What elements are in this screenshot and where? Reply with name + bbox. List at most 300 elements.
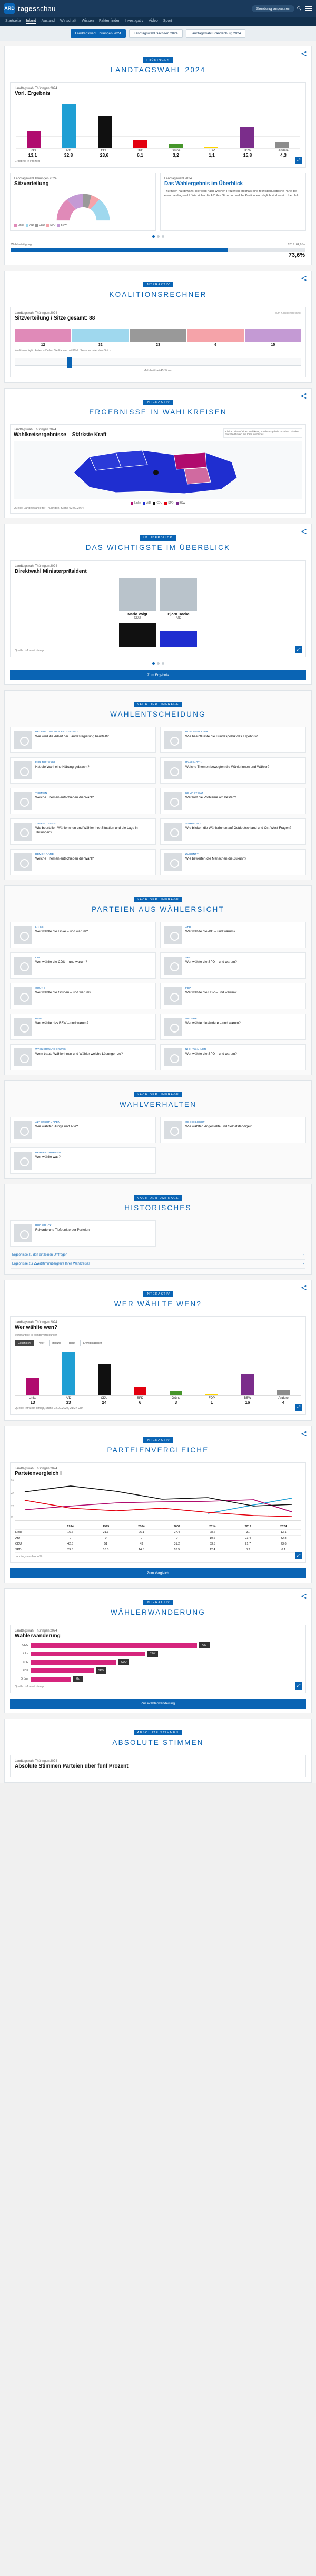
bar-andere [275, 142, 289, 148]
list-item[interactable] [160, 727, 306, 753]
decision-header [5, 691, 311, 722]
coalition-blocks[interactable] [15, 329, 301, 342]
absolute-header [5, 1719, 311, 1751]
coalition-block-bsw [245, 329, 301, 342]
whowho-source: Quelle: Infratest dimap, Stand 02.09.2024, 21:27 Uhr [15, 1407, 83, 1410]
tile-thumb-icon [164, 761, 182, 779]
majority-note: Mehrheit bei 45 Sitzen [143, 369, 173, 372]
tile-thumb-icon [14, 1224, 32, 1242]
party-value: 1,1 [209, 152, 215, 158]
tab-sachsen[interactable]: Landtagswahl Sachsen 2024 [129, 29, 182, 38]
tab-thueringen[interactable]: Landtagswahl Thüringen 2024 [71, 29, 126, 38]
filter-geschlecht[interactable]: Geschlecht [15, 1340, 34, 1346]
tile-kicker: ALTERSGRUPPEN [35, 1121, 61, 1124]
whowho-card-kicker: Landtagswahl Thüringen 2024 [15, 1321, 57, 1324]
comparison-kicker: INTERAKTIV [143, 1437, 173, 1443]
y-tick: 0 [11, 1516, 13, 1519]
cat-label: FDP [209, 1397, 215, 1400]
table-row [15, 1536, 301, 1541]
legend-item: BSW [57, 224, 66, 227]
cell: 0 [159, 1536, 194, 1541]
row-label: AfD [15, 1536, 53, 1541]
share-icon[interactable] [301, 1431, 307, 1437]
page-title: LANDTAGSWAHL 2024 [110, 66, 206, 74]
cell: 6.1 [265, 1547, 301, 1553]
col-head-year: 2014 [195, 1524, 230, 1530]
tile-text: Welche Themen entschieden die Wahl? [35, 796, 94, 799]
tile-thumb-icon [14, 1018, 32, 1036]
decision-module [4, 690, 312, 880]
share-icon[interactable] [301, 1593, 307, 1599]
bar-spd [133, 140, 147, 148]
whowho-card-sub: Stimmanteile in Wahlbevorzugungen [15, 1334, 58, 1337]
map-canvas[interactable] [14, 441, 302, 499]
filter-erwerbstaetigkeit[interactable]: Erwerbstätigkeit [80, 1340, 105, 1346]
list-item[interactable] [160, 922, 306, 948]
historic-kicker: NACH DER UMFRAGE [134, 1195, 182, 1201]
cell: 42.6 [53, 1541, 88, 1547]
list-item[interactable] [10, 757, 156, 784]
expand-icon[interactable]: ⤢ [295, 157, 302, 164]
historic-header [5, 1184, 311, 1216]
list-item[interactable] [10, 818, 156, 845]
migration-card [10, 1625, 306, 1693]
seat-count: 15 [271, 343, 275, 347]
comparison-card-title: Parteienvergleich I [15, 1471, 62, 1477]
slider-knob[interactable] [67, 357, 72, 368]
coalition-block-cdu [130, 329, 186, 342]
reservoir-tiles [10, 922, 306, 1070]
whowho-axis [15, 1397, 301, 1405]
tile-text: Hat die Wahl eine Klärung gebracht? [35, 765, 90, 769]
cell: 23.6 [265, 1541, 301, 1547]
seat-count: 23 [156, 343, 160, 347]
share-icon[interactable] [301, 51, 307, 57]
behaviour-module [4, 1080, 312, 1179]
tile-kicker: GESCHLECHT [185, 1121, 205, 1124]
main-nav[interactable] [0, 17, 316, 26]
migration-cta-button[interactable]: Zur Wählerwanderung [10, 1699, 306, 1709]
logo-text: ARD [4, 6, 15, 11]
tile-kicker: CDU [35, 957, 42, 959]
nav-item-1[interactable]: Inland [26, 19, 36, 24]
expand-icon[interactable]: ⤢ [295, 646, 302, 653]
tile-thumb-icon [14, 853, 32, 871]
overview-teaser[interactable] [160, 173, 306, 231]
results-card-kicker: Landtagswahl Thüringen 2024 [15, 87, 57, 90]
table-row [15, 1547, 301, 1553]
tile-text: Wer wählte die SPD – und warum? [185, 1052, 237, 1056]
duel-bar-hoecke [160, 631, 197, 647]
list-item[interactable] [10, 922, 156, 948]
results-kicker: THÜRINGEN [143, 57, 173, 63]
migration-kicker: INTERAKTIV [143, 1600, 173, 1605]
nav-item-7[interactable]: Video [148, 19, 158, 23]
status-badge: CDU [118, 1659, 129, 1665]
list-item[interactable] [160, 818, 306, 845]
party-name: FDP [209, 149, 215, 152]
comparison-card-kicker: Landtagswahl Thüringen 2024 [15, 1467, 57, 1470]
duel-title: Direktwahl Ministerpräsident [15, 568, 87, 574]
legend-item: BSW [176, 501, 185, 505]
reservoir-module [4, 885, 312, 1075]
wbar-fdp [205, 1394, 218, 1395]
link-row[interactable]: Ergebnisse zur Zweitstimmübergreife Ihres Wahlkreises › [11, 1260, 305, 1269]
tile-kicker: STIMMUNG [185, 823, 201, 825]
filter-beruf[interactable]: Beruf [66, 1340, 78, 1346]
party-name: Andere [278, 149, 289, 152]
coalition-block-afd [72, 329, 129, 342]
tile-thumb-icon [164, 987, 182, 1005]
tile-kicker: AFD [185, 926, 191, 929]
election-tabs[interactable] [0, 26, 316, 41]
chart-bars [16, 100, 300, 148]
tile-text: Wie beeinflusste die Bundespolitik das Ergebnis? [185, 735, 258, 738]
tile-thumb-icon [14, 823, 32, 841]
filter-bildung[interactable]: Bildung [49, 1340, 64, 1346]
list-item[interactable] [160, 1014, 306, 1040]
cell: 14.5 [124, 1547, 159, 1553]
list-item[interactable] [10, 1117, 156, 1143]
coalition-seat-numbers [15, 343, 301, 347]
cat-label: Grüne [171, 1397, 181, 1400]
whowho-kicker: INTERAKTIV [143, 1291, 173, 1297]
cell: 12.4 [195, 1547, 230, 1553]
list-item[interactable] [160, 788, 306, 814]
historic-links [11, 1251, 305, 1269]
overview-cta-button[interactable]: Zum Ergebnis [10, 670, 306, 680]
turnout-value: 73,6% [288, 252, 305, 258]
tile-text: Wie wird die Arbeit der Landesregierung beurteilt? [35, 735, 109, 738]
share-icon[interactable] [301, 528, 307, 535]
tile-text: Wer wählte die FDP – und warum? [185, 991, 237, 995]
expand-icon[interactable]: ⤢ [295, 1552, 302, 1559]
table-row: SPD CDU [15, 1659, 301, 1665]
seat-donut-svg [52, 190, 114, 221]
tile-thumb-icon [164, 1018, 182, 1036]
list-item[interactable] [160, 1044, 306, 1070]
list-item[interactable] [160, 849, 306, 875]
districts-title: ERGEBNISSE IN WAHLKREISEN [89, 408, 227, 416]
bar-gruene [169, 144, 183, 148]
tile-text: Wie wählten Angestellte und Selbstständige? [185, 1125, 252, 1128]
duel-card [10, 560, 306, 657]
row-label: Linke [15, 1530, 53, 1536]
tile-thumb-icon [14, 731, 32, 749]
tile-thumb-icon [164, 1121, 182, 1139]
tile-text: Wer wählte die Grünen – und warum? [35, 991, 91, 995]
bar-bsw [240, 127, 254, 148]
tile-text: Wie blicken die Wählerinnen auf Ostdeutschland und Ost-West-Fragen? [185, 826, 292, 830]
migration-module [4, 1588, 312, 1713]
list-item[interactable] [160, 757, 306, 784]
list-item[interactable] [10, 1147, 156, 1174]
wbar-gruene [170, 1391, 182, 1395]
brand-title[interactable] [18, 5, 56, 13]
cell: 0 [88, 1536, 123, 1541]
party-name: Linke [28, 149, 37, 152]
tile-thumb-icon [164, 957, 182, 975]
tile-text: Welche Themen bewegten die Wählerinnen und Wähler? [185, 765, 270, 769]
cell: 21.7 [230, 1541, 265, 1547]
cell: 21.3 [88, 1530, 123, 1536]
search-area[interactable] [252, 5, 302, 12]
seat-count: 6 [214, 343, 217, 347]
coalition-caption: Koalitionsmöglichkeiten – Ziehen Sie Parteien mit Klick über oder unter dem Strich [15, 349, 111, 352]
cat-label: AfD [65, 1397, 71, 1400]
cell: 43 [124, 1541, 159, 1547]
coalition-card [10, 307, 306, 377]
axis-col [239, 149, 256, 158]
migration-card-title: Wählerwanderung [15, 1633, 61, 1639]
share-icon[interactable] [301, 275, 307, 282]
tile-text: Wer wählte die AfD – und warum? [185, 930, 236, 933]
link-row[interactable]: Ergebnisse zu den einzelnen Umfragen › [11, 1251, 305, 1260]
comparison-linechart [11, 1479, 301, 1521]
comparison-legend-label: Landtagswahlen in % [15, 1555, 43, 1558]
tile-kicker: DEMOKRATIE [35, 853, 54, 856]
behaviour-kicker: NACH DER UMFRAGE [134, 1092, 182, 1097]
seat-donut [52, 190, 114, 221]
bar-cdu [98, 116, 112, 148]
coalition-hint[interactable]: Zum Koalitionsrechner [274, 312, 301, 315]
cell: 31 [230, 1530, 265, 1536]
share-icon[interactable] [301, 1285, 307, 1291]
table-row [15, 1530, 301, 1536]
absolute-module [4, 1719, 312, 1783]
row-label: SPD [15, 1547, 53, 1553]
tile-text: Wem traute Wählerinnen und Wähler welche Lösungen zu? [35, 1052, 123, 1056]
share-icon[interactable] [301, 393, 307, 399]
tile-thumb-icon [14, 792, 32, 810]
status-badge: Gr. [73, 1676, 83, 1682]
chart-axis [15, 149, 301, 158]
cat-label: BSW [244, 1397, 251, 1400]
nav-item-6[interactable]: Investigativ [124, 19, 143, 23]
tile-thumb-icon [14, 1152, 32, 1170]
tile-text: Wer wählte was? [35, 1155, 61, 1159]
legend-item: Linke [131, 501, 141, 505]
comparison-card [10, 1462, 306, 1563]
tile-thumb-icon [14, 987, 32, 1005]
tile-kicker: THEMEN [35, 792, 47, 795]
whowho-chart [15, 1349, 301, 1396]
behaviour-tiles [10, 1117, 306, 1174]
brand-light: schau [36, 4, 56, 13]
list-item[interactable] [160, 983, 306, 1009]
nav-item-4[interactable]: Wissen [82, 19, 94, 23]
wbar-linke [26, 1378, 39, 1395]
avatar [160, 578, 197, 611]
cat-value: 4 [282, 1400, 285, 1405]
tile-thumb-icon [164, 823, 182, 841]
behaviour-header [5, 1081, 311, 1113]
thuringia-map[interactable] [14, 441, 302, 499]
candidate-name: Mario Voigt [127, 613, 147, 616]
reservoir-header [5, 886, 311, 918]
duel-bars [15, 623, 301, 647]
cell: 10.6 [195, 1536, 230, 1541]
tile-text: Welche Themen entschieden die Wahl? [35, 857, 94, 861]
list-item[interactable] [10, 849, 156, 875]
candidates [15, 578, 301, 620]
nav-item-5[interactable]: Faktenfinder [99, 19, 120, 23]
brand-bold: tages [18, 4, 37, 13]
expand-icon[interactable]: ⤢ [295, 1682, 302, 1690]
absolute-card-kicker: Landtagswahl Thüringen 2024 [15, 1760, 57, 1763]
district-map-card [10, 424, 306, 514]
migration-header [5, 1589, 311, 1620]
col-head-year: 2009 [159, 1524, 194, 1530]
coalition-block-linke [15, 329, 71, 342]
expand-icon[interactable]: ⤢ [295, 1404, 302, 1411]
search-icon[interactable] [297, 6, 302, 11]
cat-label: CDU [101, 1397, 108, 1400]
duel-source: Quelle: Infratest dimap [15, 649, 44, 652]
comparison-cta-button[interactable]: Zum Vergleich [10, 1568, 306, 1578]
tile-thumb-icon [164, 853, 182, 871]
cell: 33.5 [195, 1541, 230, 1547]
decision-title: WAHLENTSCHEIDUNG [110, 710, 206, 718]
tile-kicker: NICHTWÄHLER [185, 1048, 206, 1051]
tile-kicker: ZUFRIEDENHEIT [35, 823, 58, 825]
party-value: 3,2 [173, 152, 179, 158]
y-tick: 60 [11, 1479, 14, 1482]
teaser-kicker: Landtagswahl 2024 [164, 177, 192, 180]
results-module [4, 46, 312, 265]
carousel-dots[interactable] [5, 235, 311, 238]
ard-logo[interactable] [4, 3, 15, 14]
axis-col [203, 149, 221, 158]
list-item[interactable] [160, 952, 306, 979]
tile-kicker: WÄHLERWANDERUNG [35, 1048, 66, 1051]
row-label: CDU [15, 1541, 53, 1547]
coalition-block-spd [187, 329, 244, 342]
cell: 18.5 [88, 1547, 123, 1553]
tile-kicker: WAHLMOTIV [185, 761, 203, 764]
decision-kicker: NACH DER UMFRAGE [134, 702, 182, 707]
nav-item-3[interactable]: Wirtschaft [60, 19, 77, 23]
axis-col [131, 149, 149, 158]
carousel-dots[interactable] [5, 662, 311, 665]
cell: 29.6 [53, 1547, 88, 1553]
turnout-label: Wahlbeteiligung [11, 243, 32, 246]
table-row: Grüne Gr. [15, 1676, 301, 1682]
duel-kicker: Landtagswahl Thüringen 2024 [15, 565, 57, 568]
chevron-right-icon: › [303, 1262, 304, 1266]
candidate-party: AfD [175, 616, 181, 620]
list-item[interactable] [10, 952, 156, 979]
party-name: AfD [65, 149, 71, 152]
bar-linke [27, 131, 41, 148]
whowho-card-title: Wer wählte wen? [15, 1325, 57, 1330]
wbar-afd [62, 1352, 75, 1395]
coalition-kicker: INTERAKTIV [143, 282, 173, 287]
list-item[interactable] [10, 1014, 156, 1040]
overview-module [4, 524, 312, 685]
cat-value: 6 [139, 1400, 142, 1405]
tile-thumb-icon [14, 957, 32, 975]
nav-item-8[interactable]: Sport [163, 19, 172, 23]
map-legend [14, 501, 302, 505]
migration-card-kicker: Landtagswahl Thüringen 2024 [15, 1629, 57, 1633]
tab-brandenburg[interactable]: Landtagswahl Brandenburg 2024 [186, 29, 246, 38]
historic-module [4, 1184, 312, 1275]
list-item[interactable] [10, 1044, 156, 1070]
cell: 26.1 [124, 1530, 159, 1536]
reservoir-kicker: NACH DER UMFRAGE [134, 897, 182, 902]
map-help-text: Klicken Sie auf einen Wahlkreis, um das Ergebnis zu sehen. Mit dem Suchfeld finden Sie Ihren Wahlkreis. [223, 428, 302, 438]
status-badge: BSW [147, 1651, 158, 1657]
axis-col [24, 149, 42, 158]
coalition-card-kicker: Landtagswahl Thüringen 2024 [15, 312, 57, 315]
legend-item: CDU [35, 224, 45, 227]
nav-item-0[interactable]: Startseite [5, 19, 21, 23]
list-item[interactable] [10, 1220, 156, 1247]
col-head-year: 1994 [53, 1524, 88, 1530]
historic-tiles [10, 1220, 306, 1247]
cell: 32.8 [265, 1536, 301, 1541]
coalition-slider[interactable] [15, 358, 301, 366]
coalition-header [5, 271, 311, 303]
cat-value: 33 [66, 1400, 71, 1405]
party-value: 6,1 [137, 152, 143, 158]
axis-col [274, 149, 292, 158]
wbar-andere [277, 1390, 290, 1395]
list-item[interactable] [160, 1117, 306, 1143]
seats-kicker: Landtagswahl Thüringen 2024 [14, 177, 57, 180]
whowho-filters[interactable] [15, 1340, 301, 1346]
search-input[interactable]: Sendung anpassen [252, 5, 294, 12]
nav-item-2[interactable]: Ausland [41, 19, 55, 23]
turnout-bar [11, 248, 305, 252]
tile-kicker: BSW [35, 1018, 42, 1020]
coalition-module [4, 271, 312, 383]
tile-kicker: ZUKUNFT [185, 853, 199, 856]
col-head-year: 2024 [265, 1524, 301, 1530]
table-row: CDU AfD [15, 1642, 301, 1648]
teaser-title[interactable]: Das Wahlergebnis im Überblick [164, 181, 243, 187]
turnout-prev: 2019: 64,9 % [288, 243, 305, 246]
cat-label: Linke [28, 1397, 37, 1400]
cat-label: SPD [136, 1397, 144, 1400]
tile-text: Wie bewerten die Menschen die Zukunft? [185, 857, 246, 861]
col-head-party [15, 1524, 53, 1530]
party-value: 15,8 [243, 152, 252, 158]
tile-thumb-icon [164, 792, 182, 810]
list-item[interactable] [10, 727, 156, 753]
cat-label: Andere [278, 1397, 289, 1400]
list-item[interactable] [10, 788, 156, 814]
whowho-header [5, 1280, 311, 1312]
tile-text: Wie beurteilen Wählerinnen und Wähler ihre Situation und die Lage in Thüringen? [35, 826, 138, 834]
seats-card [10, 173, 156, 231]
cell: 27.4 [159, 1530, 194, 1536]
cell: 31.2 [159, 1541, 194, 1547]
wbar-spd [134, 1387, 146, 1395]
y-tick: 40 [11, 1492, 14, 1496]
filter-alter[interactable]: Alter [36, 1340, 47, 1346]
tile-thumb-icon [164, 731, 182, 749]
cat-value: 24 [102, 1400, 107, 1405]
list-item[interactable] [10, 983, 156, 1009]
hamburger-icon[interactable] [305, 6, 312, 11]
map-title: Wahlkreisergebnisse – Stärkste Kraft [14, 432, 107, 438]
tile-thumb-icon [14, 926, 32, 944]
legend-item: Linke [14, 224, 24, 227]
tile-text: Wer löst die Probleme am besten? [185, 796, 236, 799]
tile-text: Wer wählte die SPD – und warum? [185, 960, 237, 964]
